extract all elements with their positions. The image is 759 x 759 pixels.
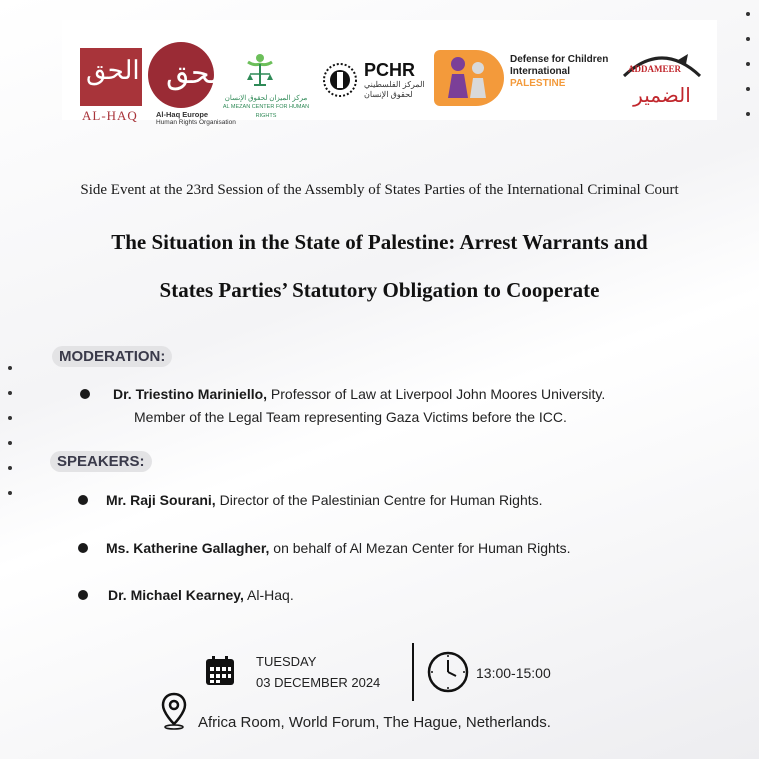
pchr-emblem-icon (322, 58, 358, 102)
dci-text: Defense for Children International PALESTINE (510, 54, 609, 89)
location-pin-icon (161, 692, 187, 730)
alhaq-europe-logo: الحق (148, 42, 214, 108)
alhaq-label: AL-HAQ (82, 108, 138, 123)
bullet-icon (78, 543, 88, 553)
children-icon (434, 50, 504, 106)
event-time: 13:00-15:00 (476, 665, 551, 681)
speaker-entry (108, 587, 294, 603)
speaker-entry (106, 540, 571, 556)
speaker-name: Ms. Katherine Gallagher, (106, 540, 270, 556)
speaker-desc: Director of the Palestinian Centre for Human Rights. (215, 492, 543, 508)
event-title-line-1: The Situation in the State of Palestine: Arrest Warrants and (111, 230, 648, 254)
pchr-arabic: المركز الفلسطيني لحقوق الإنسان (364, 80, 425, 99)
speaker-desc: on behalf of Al Mezan Center for Human Rights. (269, 540, 571, 556)
moderator-desc-line-2: Member of the Legal Team representing Gaza Victims before the ICC. (134, 409, 567, 425)
partner-logos (62, 20, 717, 126)
event-date: 03 DECEMBER 2024 (256, 675, 381, 690)
mezan-label: مركز الميزان لحقوق الإنسان AL MEZAN CENTER FOR HUMAN RIGHTS (222, 95, 310, 119)
moderator-desc: Professor of Law at Liverpool John Moores University. (267, 386, 606, 402)
addameer-logo (618, 46, 706, 108)
divider (412, 643, 414, 701)
speaker-desc: Al-Haq. (243, 587, 294, 603)
calendar-icon (204, 655, 236, 687)
bullet-icon (80, 389, 90, 399)
bullet-icon (78, 495, 88, 505)
speaker-entry (106, 492, 543, 508)
clock-icon (427, 651, 469, 693)
pchr-title: PCHR (364, 60, 416, 80)
event-title-line-2: States Parties’ Statutory Obligation to Cooperate (159, 278, 600, 302)
bullet-icon (78, 590, 88, 600)
event-day: TUESDAY (256, 654, 317, 669)
moderator-entry (113, 386, 605, 402)
speaker-name: Mr. Raji Sourani, (106, 492, 216, 508)
speakers-heading: SPEAKERS: (50, 451, 152, 472)
side-event-line: Side Event at the 23rd Session of the Assembly of States Parties of the International Criminal Court (80, 182, 679, 198)
alhaq-europe-label: Al-Haq Europe Human Rights Organisation (156, 110, 236, 126)
addameer-arabic: الضمير (633, 83, 691, 107)
alhaq-logo: الحق (80, 48, 142, 106)
decorative-dots-right (746, 12, 750, 137)
decorative-dots-left (8, 366, 12, 516)
event-venue: Africa Room, World Forum, The Hague, Netherlands. (198, 714, 551, 731)
addameer-label: ADDAMEER (628, 64, 681, 74)
speaker-name: Dr. Michael Kearney, (108, 587, 244, 603)
scales-icon (242, 52, 278, 88)
moderator-name: Dr. Triestino Mariniello, (113, 386, 268, 402)
dci-logo (434, 50, 504, 106)
moderation-heading: MODERATION: (52, 346, 172, 367)
